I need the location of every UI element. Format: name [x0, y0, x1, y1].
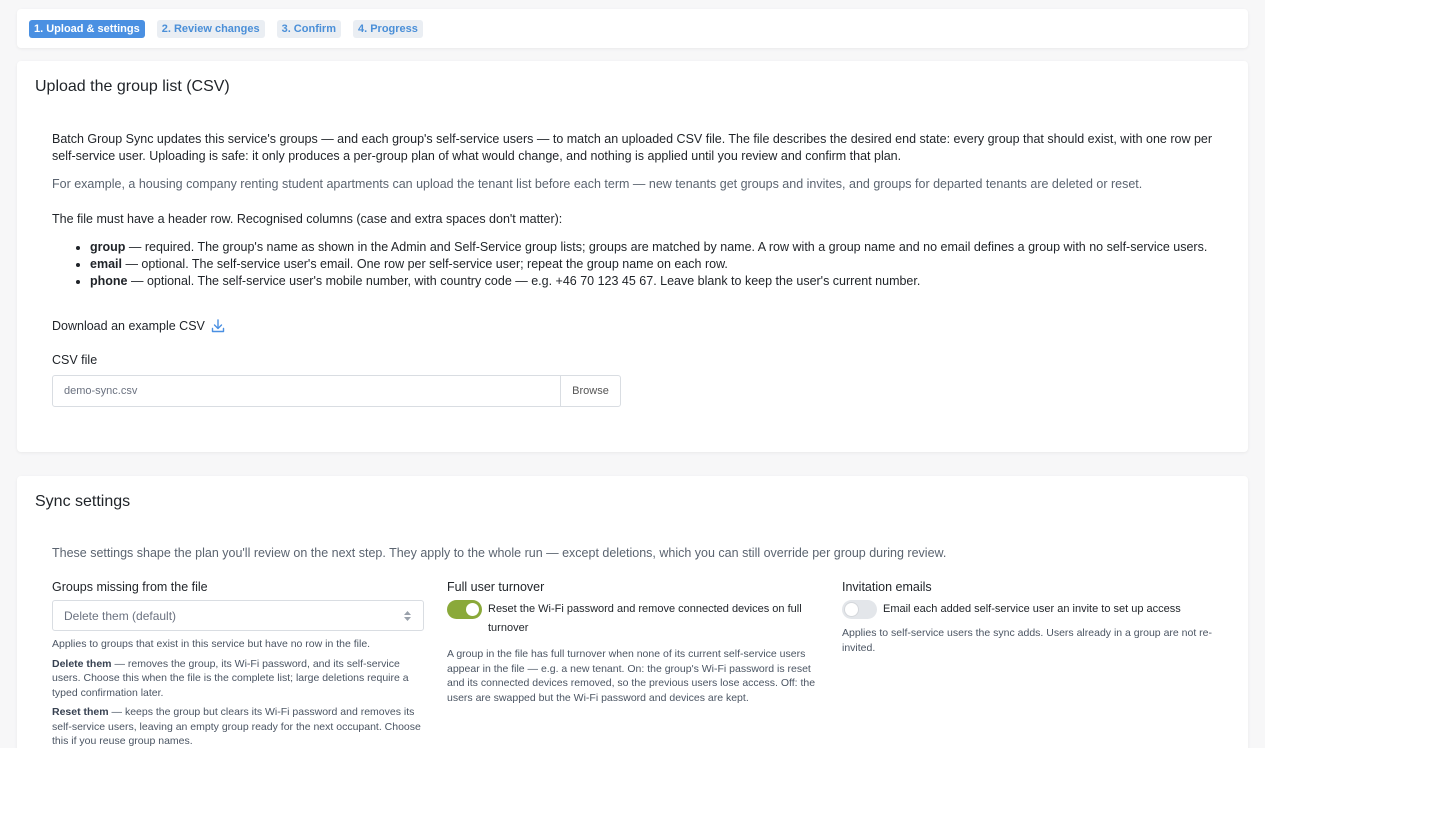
- settings-intro: These settings shape the plan you'll review on the next step. They apply to the whole run — except deletions, which you can still override per group during review.: [52, 546, 947, 560]
- upload-card-title: Upload the group list (CSV): [35, 78, 230, 95]
- invitation-emails-label: Invitation emails: [842, 580, 932, 594]
- step-progress[interactable]: 4. Progress: [353, 20, 423, 38]
- csv-file-label: CSV file: [52, 353, 98, 367]
- missing-groups-setting: [52, 580, 424, 748]
- column-list: [90, 239, 1220, 290]
- full-turnover-help: A group in the file has full turnover when none of its current self-service users appear in the file — e.g. a new tenant. On: the group's Wi-Fi password is reset and its connected devices removed, so the previous users lose access. Off: the users are swapped but the Wi-Fi password and devices are kept.: [447, 648, 816, 704]
- browse-button[interactable]: Browse: [560, 376, 620, 406]
- download-example-link[interactable]: [52, 318, 226, 334]
- full-turnover-toggle-label: Reset the Wi-Fi password and remove connected devices on full turnover: [488, 603, 802, 634]
- full-turnover-toggle[interactable]: [447, 600, 482, 619]
- invitation-emails-help: Applies to self-service users the sync adds. Users already in a group are not re-invited.: [842, 627, 1213, 654]
- invitation-emails-toggle-label: Email each added self-service user an invite to set up access: [883, 603, 1181, 615]
- full-turnover-label: Full user turnover: [447, 580, 545, 594]
- download-example-label: Download an example CSV: [52, 319, 205, 333]
- select-chevron-icon: [403, 610, 412, 622]
- missing-groups-selected: Delete them (default): [64, 608, 177, 623]
- sync-settings-title: Sync settings: [35, 493, 131, 510]
- upload-intro: Batch Group Sync updates this service's groups — and each group's self-service users — to match an uploaded CSV file. The file describes the desired end state: every group that should exist, with one row per self-service user. Uploading is safe: it only produces a per-group plan of what would change, and nothing is applied until you review and confirm that plan.: [52, 132, 1213, 163]
- step-upload-settings[interactable]: 1. Upload & settings: [29, 20, 145, 38]
- reset-option-help: Reset them — keeps the group but clears its Wi-Fi password and removes its self-service users, leaving an empty group ready for the next occupant. Choose this if you reuse group names.: [52, 706, 421, 747]
- upload-card: [17, 61, 1248, 452]
- invitation-emails-toggle[interactable]: [842, 600, 877, 619]
- column-item-phone: • phone — optional. The self-service user's mobile number, with country code — e.g. +46 70 123 45 67. Leave blank to keep the user's current number.: [90, 273, 1220, 290]
- missing-groups-select[interactable]: [52, 600, 424, 631]
- invitation-emails-setting: [842, 580, 1214, 655]
- download-icon: [210, 318, 226, 334]
- missing-groups-label: Groups missing from the file: [52, 580, 208, 594]
- upload-example: For example, a housing company renting student apartments can upload the tenant list before each term — new tenants get groups and invites, and groups for departed tenants are deleted or reset.: [52, 177, 1143, 191]
- column-item-email: • email — optional. The self-service user's email. One row per self-service user; repeat the group name on each row.: [90, 256, 1220, 273]
- wizard-stepper: [17, 9, 1248, 48]
- csv-file-name: demo-sync.csv: [64, 385, 138, 397]
- header-note: The file must have a header row. Recognised columns (case and extra spaces don't matter):: [52, 212, 563, 226]
- step-confirm[interactable]: 3. Confirm: [277, 20, 341, 38]
- step-review-changes[interactable]: 2. Review changes: [157, 20, 265, 38]
- missing-groups-help: Applies to groups that exist in this service but have no row in the file.: [52, 638, 371, 650]
- column-item-group: • group — required. The group's name as shown in the Admin and Self-Service group lists; groups are matched by name. A row with a group name and no email defines a group with no self-service users.: [90, 239, 1220, 256]
- delete-option-help: Delete them — removes the group, its Wi-Fi password, and its self-service users. Choose this when the file is the complete list; large deletions require a typed confirmation later.: [52, 657, 409, 699]
- full-turnover-setting: [447, 580, 819, 705]
- sync-settings-card: [17, 476, 1248, 748]
- csv-file-input[interactable]: [52, 375, 621, 407]
